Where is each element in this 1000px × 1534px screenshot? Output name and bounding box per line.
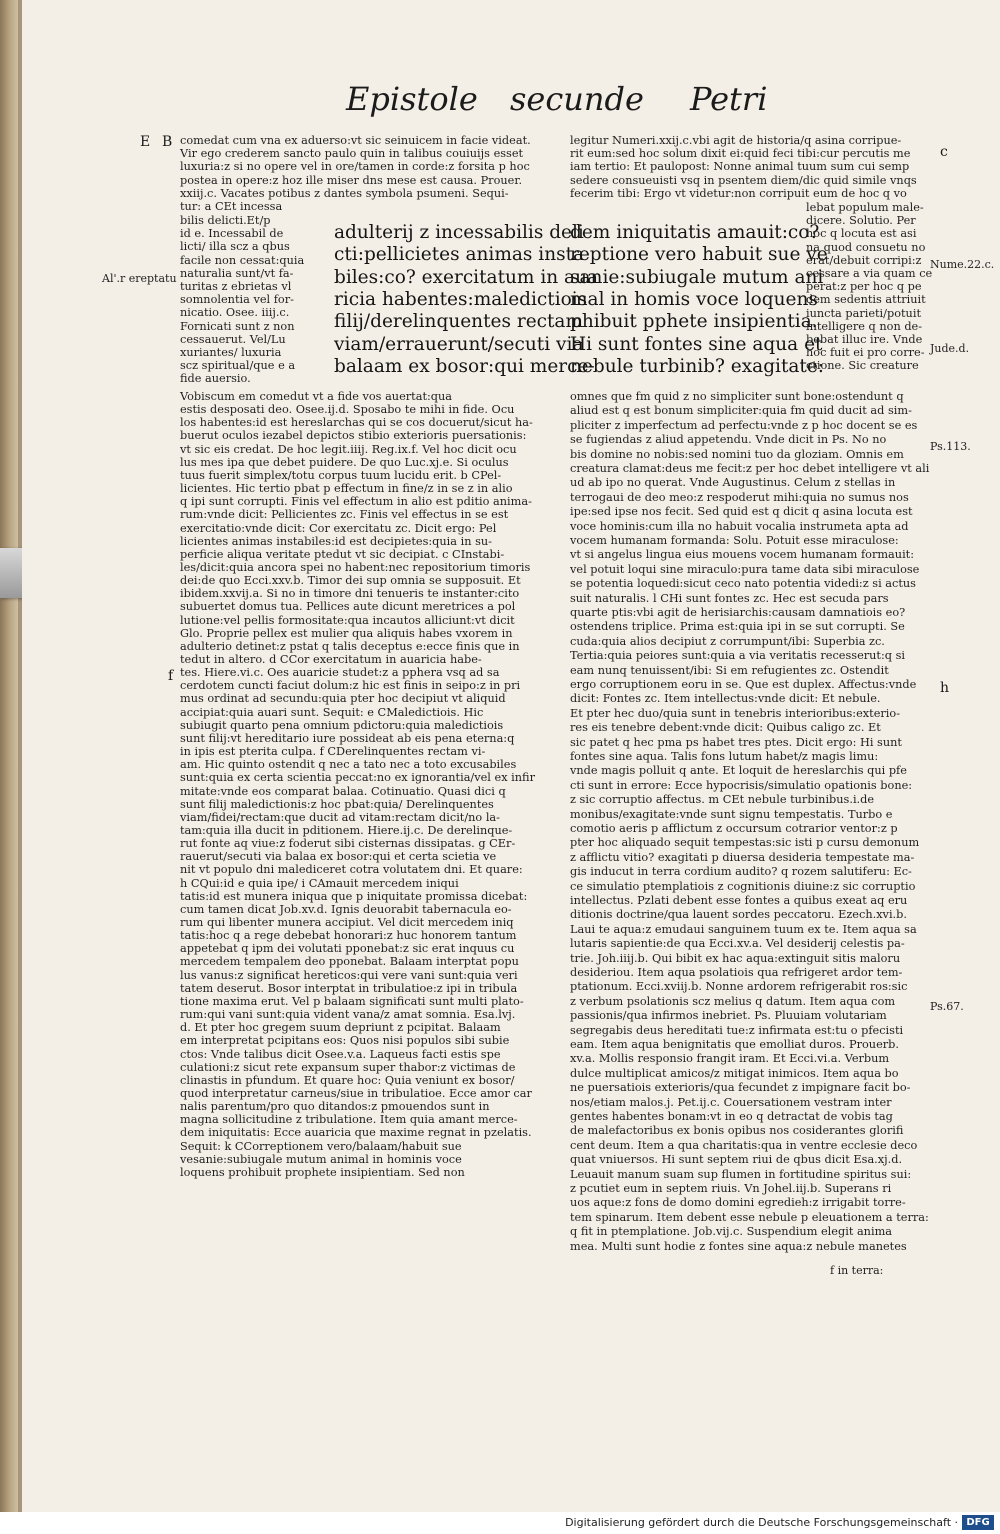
text-line: tatem deserut. Bosor interptat in tribulatioe:z ipi in tribula [180,981,518,995]
text-line: appetebat q ipm dei volutati pponebat:z sic erat inquus cu [180,942,515,956]
text-line: dei:de quo Ecci.xxv.b. Timor dei sup omnia se supposuit. Et [180,574,521,588]
gloss-line: na quod consuetu no [806,240,926,254]
gloss-line: somnolentia vel for- [180,293,294,307]
main-text-line: sanie:subiugale mutum ani [570,266,824,288]
text-line: cerdotem cuncti faciut dolum:z hic est finis in seipo:z in pri [180,679,521,693]
main-text-line: balaam ex bosor:qui merce- [334,355,595,377]
text-line: tatis:hoc q a rege debebat honorari:z huc honorem tantum [180,929,517,943]
text-line: terrogaui de deo meo:z respoderut mihi:quia no sumus nos [570,490,909,504]
text-line: Sequit: k CCorreptionem vero/balaam/habuit sue [180,1139,462,1153]
gloss-line: dem sedentis attriuit [806,293,926,307]
gloss-line: hoc fuit ei pro corre- [806,346,925,360]
main-text-line: viam/errauerunt/secuti via [334,333,584,355]
side-note-right-4: Ps.67. [930,1000,964,1013]
text-line: quat vniuersos. Hi sunt septem riui de qbus dicit Esa.xj.d. [570,1153,903,1167]
text-line: Leuauit manum suam sup flumen in fortitudine spiritus sui: [570,1167,912,1181]
text-line: Laui te aqua:z emudaui sanguinem tuum ex te. Item aqua sa [570,922,917,936]
text-line: mea. Multi sunt hodie z fontes sine aqua:z nebule manetes [570,1239,907,1253]
gloss-line: intelligere q non de- [806,319,923,333]
text-line: monibus/exagitate:vnde sunt signu tempestatis. Turbo e [570,807,893,821]
text-line: se fugiendas z aliud appetendu. Vnde dicit in Ps. No no [570,433,887,447]
header-word-3: Petri [690,80,768,118]
text-line: ibidem.xxvij.a. Si no in timore dni tenueris te instanter:cito [180,587,520,601]
gloss-line: Fornicati sunt z non [180,319,295,333]
gloss-line: fide auersio. [180,372,251,386]
text-line: vt sic eis credat. De hoc legit.iiij. Reg.ix.f. Vel hoc dicit ocu [180,442,517,456]
text-line: vnde magis polluit q ante. Et loquit de hereslarchis qui pfe [570,764,907,778]
funding-credit: Digitalisierung gefördert durch die Deutsche Forschungsgemeinschaft · [565,1516,958,1529]
text-line: vel potuit loqui sine miraculo:pura tame data sibi miraculose [570,562,920,576]
text-line: rit eum:sed hoc solum dixit ei:quid feci tibi:cur percutis me [570,147,911,161]
text-line: adulterio detinet:z pstat q talis deceptus e:ecce finis que in [180,639,520,653]
text-line: creatura clamat:deus me fecit:z per hoc debet intelligere vt ali [570,462,930,475]
text-line: cum tamen dicat Job.xv.d. Ignis deuorabit tabernacula eo- [180,902,512,916]
gloss-line: iuncta parieti/potuit [806,306,921,320]
text-line: z sic corruptio affectus. m CEt nebule turbinibus.i.de [570,793,875,807]
catchword: f in terra: [830,1264,884,1277]
text-line: tam:quia illa ducit in pditionem. Hiere.ij.c. De derelinque- [180,823,513,837]
text-line: z verbum psolationis scz melius q datum. Item aqua com [570,994,896,1008]
main-text-line: Hi sunt fontes sine aqua et [570,333,823,355]
text-line: gentes habentes bonam:vt in eo q detractat de vobis tag [570,1110,893,1123]
main-text-line: filij/derelinquentes rectam [334,311,584,333]
gloss-line: xuriantes/ luxuria [180,346,282,359]
text-line: tuus fuerit simplex/totu corpus tuum lucidu erit. b CPel- [180,468,502,482]
text-line: buerut oculos iezabel depictos stibio exterioris puersationis: [180,429,527,443]
main-text-line: dem iniquitatis amauit:co? [570,222,820,243]
gloss-line: bebat illuc ire. Vnde [806,333,923,346]
text-line: Vobiscum em comedut vt a fide vos auertat:qua [180,390,453,403]
text-line: subuertet domus tua. Pellices aute dicunt meretrices a pol [180,600,516,614]
text-line: viam/fidei/rectam:que ducit ad vitam:rectam dicit/no la- [180,810,500,824]
gloss-line: dicere. Solutio. Per [806,214,916,228]
text-line: z afflictu vitio? exagitati p diuersa desideria tempestate ma- [570,850,915,864]
text-line: culationi:z sicut rete expansum super thabor:z victimas de [180,1060,516,1074]
text-line: ergo corruptionem eoru in se. Que est duplex. Affectus:vnde [570,678,917,691]
text-line: intellectus. Pzlati debent esse fontes a quibus exeat aq eru [570,894,908,907]
text-line: tione maxima erut. Vel p balaam significati sunt multi plato- [180,994,524,1008]
text-line: accipiat:quia auari sunt. Sequit: e CMaledictiois. Hic [180,705,484,719]
text-line: nos/etiam malos.j. Pet.ij.c. Couersationem vestram inter [570,1095,892,1109]
gloss-line: cessauerut. Vel/Lu [180,332,286,346]
text-line: desideriou. Item aqua psolatiois qua refrigeret ardor tem- [570,966,903,979]
text-line: nit vt populo dni malediceret cotra volutatem dni. Et quare: [180,863,523,877]
text-line: rum qui libenter munera accipiut. Vel dicit mercedem iniq [180,916,514,929]
text-line: cti sunt in errore: Ecce hypocrisis/simulatio opationis bone: [570,778,913,792]
text-line: cuda:quia alios decipiut z corrumpunt/ibi: Superbia zc. [570,634,885,648]
text-line: ud ab ipo no querat. Vnde Augustinus. Celum z stellas in [570,476,896,490]
text-line: tes. Hiere.vi.c. Oes auaricie studet:z a pphera vsq ad sa [180,666,500,680]
main-text-line: mal in homis voce loquens [570,288,818,310]
text-line: pliciter z imperfectum ad perfectu:vnde z p hoc docent se es [570,418,918,432]
text-line: quarte ptis:vbi agit de herisiarchis:causam damnatiois eo? [570,606,906,619]
text-line: exercitatio:vnde dicit: Cor exercitatu zc. Dicit ergo: Pel [180,521,497,535]
text-line: rauerut/secuti via balaa ex bosor:qui et certa scietia ve [180,850,497,864]
text-line: quod interpretatur carneus/siue in tribulatioe. Ecce amor car [180,1086,532,1100]
text-line: pter hoc aliquado sequit tempestas:sic isti p cursu demonum [570,836,920,850]
text-line: gis inducut in terra cordium audito? q rozem salutiferu: Ec- [570,865,912,879]
side-note-right-3: Ps.113. [930,440,971,453]
header-word-1: Epistole [346,80,478,118]
text-line: dulce multiplicat amicos/z mitigat inimicos. Item aqua bo [570,1066,899,1080]
text-line: fecerim tibi: Ergo vt videtur:non corripuit eum de hoc q vo [570,186,907,200]
text-line: luxuria:z si no opere vel in ore/tamen in corde:z forsita p hoc [180,160,530,174]
main-text-line: cti:pellicietes animas insta [334,244,585,266]
text-line: estis desposati deo. Osee.ij.d. Sposabo te mihi in fide. Ocu [180,403,515,417]
book-page [22,0,1000,1534]
text-line: licientes animas instabiles:id est decipietes:quia in su- [180,534,492,548]
gloss-line: lebat populum male- [806,201,924,214]
gloss-line: ctione. Sic creature [806,359,919,373]
text-line: rum:vnde dicit: Pellicientes zc. Finis vel effectus in se est [180,508,509,522]
margin-letter-c: c [940,144,948,160]
gloss-line: bilis delicti.Et/p [180,214,271,227]
text-line: iam tertio: Et paulopost: Nonne animal tuum sum cui semp [570,160,910,174]
text-line: dem iniquitatis: Ecce auaricia que maxime regnat in pzelatis. [180,1126,532,1140]
main-text-line: adulterij z incessabilis deli [334,222,584,243]
text-line: bis domine no nobis:sed nomini tuo da gloziam. Omnis em [570,447,904,461]
running-header [22,80,1000,130]
text-line: mercedem tempalem deo pponebat. Balaam interptat popu [180,955,519,969]
gloss-line: erat/debuit corripi:z [806,253,922,267]
text-line: fontes sine aqua. Talis fons lutum habet/z magis limu: [570,750,879,763]
gloss-line: id e. Incessabil de [180,227,284,241]
gloss-line: perat:z per hoc q pe [806,280,922,294]
text-line: legitur Numeri.xxij.c.vbi agit de historia/q asina corripue- [570,134,902,147]
text-line: tedut in altero. d CCor exercitatum in auaricia habe- [180,653,482,666]
text-line: passionis/qua infirmos inebriet. Ps. Pluuiam volutariam [570,1009,887,1023]
text-line: mus ordinat ad secundu:quia pter hoc decipiut vt aliquid [180,692,506,706]
gloss-line: facile non cessat:quia [180,253,305,267]
text-line: sunt filij maledictionis:z hoc pbat:quia/ Derelinquentes [180,797,494,811]
text-line: res eis tenebre debent:vnde dicit: Quibus caligo zc. Et [570,721,881,735]
text-line: h CQui:id e quia ipe/ i CAmauit mercedem iniqui [180,876,459,890]
text-line: Tertia:quia peiores sunt:quia a via veritatis recesserut:q si [570,649,906,663]
text-line: suit naturalis. l CHi sunt fontes zc. Hec est secuda pars [570,591,889,605]
text-line: lutione:vel pellis formositate:qua incautos alliciunt:vt dicit [180,613,515,627]
text-line: tatis:id est munera iniqua que p iniquitate promissa dicebat: [180,889,528,903]
text-line: tur: a CEt incessa [180,200,283,213]
text-line: em interpretat pcipitans eos: Quos nisi populos sibi subie [180,1034,510,1048]
text-line: tem spinarum. Item debent esse nebule p eleuationem a terra: [570,1210,929,1224]
text-line: ctos: Vnde talibus dicit Osee.v.a. Laqueus facti estis spe [180,1047,501,1061]
text-line: dicit: Fontes zc. Item intellectus:vnde dicit: Et nebule. [570,692,881,706]
text-line: uos aque:z fons de domo domini egredieh:z irrigabit torre- [570,1196,906,1210]
text-line: ne puersatiois exterioris/qua fecundet z impignare facit bo- [570,1081,911,1095]
text-line: mitate:vnde eos comparat balaa. Cotinuatio. Quasi dici q [180,784,506,798]
text-line: nalis parentum/pro quo ditandos:z pmouendos sunt in [180,1100,490,1114]
text-line: lus mes ipa que debet puidere. De quo Luc.xj.e. Si oculus [180,455,509,469]
margin-letter-h: h [940,680,950,696]
text-line: Glo. Proprie pellex est mulier qua aliquis habes vxorem in [180,626,513,640]
text-line: z pcutiet eum in septem riuis. Vn Johel.iij.b. Superans ri [570,1182,892,1195]
text-line: d. Et pter hoc gregem suum depriunt z pcipitat. Balaam [180,1021,501,1035]
text-line: am. Hic quinto ostendit q nec a tato nec a toto excusabiles [180,758,517,772]
text-line: los habentes:id est hereslarchas qui se cos docuerut/sicut ha- [180,416,533,430]
main-text-line: reptione vero habuit sue ve [570,244,828,266]
text-line: rut fonte aq viue:z foderut sibi cisternas dissipatas. g CEr- [180,837,516,851]
header-word-2: secunde [510,80,644,118]
margin-letter-B: B [162,134,173,150]
text-line: voce hominis:cum illa no habuit vocalia instrumeta apta ad [570,519,909,533]
text-line: licientes. Hic tertio pbat p effectum in fine/z in se z in alio [180,482,513,496]
text-line: q fit in ptemplatione. Job.vij.c. Suspendium elegit anima [570,1225,893,1239]
gloss-line: cessare a via quam ce [806,267,933,280]
text-line: comotio aeris p afflictum z occursum cotrarior ventor:z p [570,822,898,835]
text-line: aliud est q est bonum simpliciter:quia fm quid ducit ad sim- [570,404,912,418]
text-line: sunt filij:vt hereditario iure possideat ab eis pena eterna:q [180,731,515,745]
text-line: ptationum. Ecci.xviij.b. Nonne ardorem refrigerabit ros:sic [570,980,908,994]
text-line: perficie aliqua veritate ptedut vt sic decipiat. c CInstabi- [180,547,505,561]
text-line: sedere consueuisti vsq in psentem diem/dic quid simile vnqs [570,173,917,187]
text-line: vesanie:subiugale mutum animal in hominis voce [180,1152,462,1166]
text-line: sunt:quia ex certa scientia peccat:no ex ignorantia/vel ex infir [180,771,535,785]
main-text-line: biles:co? exercitatum in aua [334,266,599,288]
text-line: ditionis doctrine/qua lauent sordes peccatoru. Ezech.xvi.b. [570,908,907,922]
digitization-footer [0,1512,1000,1534]
text-line: ce simulatio ptemplatiois z cognitionis diuine:z sic corruptio [570,879,916,893]
gloss-line: hoc q locuta est asi [806,227,917,241]
book-spine [0,0,22,1534]
text-line: lus vanus:z significat hereticos:qui vere vani sunt:quia veri [180,968,518,982]
text-line: xv.a. Mollis responsio frangit iram. Et Ecci.vi.a. Verbum [570,1052,890,1066]
text-line: comedat cum vna ex aduerso:vt sic seinuicem in facie videat. [180,134,531,147]
gloss-line: turitas z ebrietas vl [180,280,292,293]
text-line: de malefactoribus ex bonis opibus nos cosiderantes glorifi [570,1124,904,1138]
gloss-line: nicatio. Osee. iiij.c. [180,306,290,320]
text-line: in ipis est pterita culpa. f CDerelinquentes rectam vi- [180,745,486,759]
text-line: magna sollicitudine z tribulatione. Item quia amant merce- [180,1113,518,1127]
margin-letter-E: E [140,134,151,150]
gloss-line: scz spiritual/que e a [180,359,296,373]
main-text-line: nebule turbinib? exagitate: [570,355,825,377]
text-line: omnes que fm quid z no simpliciter sunt bone:ostendunt q [570,390,904,403]
text-line: loquens prohibuit prophete insipientiam. Sed non [180,1165,465,1179]
margin-letter-f: f [168,668,174,684]
text-line: se potentia loquedi:sicut ceco nato potentia videdi:z si actus [570,577,916,591]
text-line: vocem humanam formanda: Solu. Potuit esse miraculose: [570,534,899,547]
text-line: Vir ego crederem sancto paulo quin in talibus couiuijs esset [180,147,524,161]
main-text-line: phibuit pphete insipientia. [570,311,818,333]
main-text-line: ricia habentes:maledictiois [334,288,588,310]
gloss-line: naturalia sunt/vt fa- [180,266,294,280]
text-line: cent deum. Item a qua charitatis:qua in ventre ecclesie deco [570,1138,918,1152]
text-line: vt si angelus lingua eius mouens vocem humanam formauit: [570,548,915,562]
text-line: subiugit quarto pena omnium pdictoru:quia maledictiois [180,718,504,732]
text-line: ostendens triplice. Prima est:quia ipi in se sut corrupti. Se [570,620,905,634]
text-line: q ipi sunt corrupti. Finis vel effectum in alio est pditio anima- [180,495,532,509]
side-note-left: Al'.r ereptatu [102,272,177,285]
text-line: eam nunq tenuissent/ibi: Si em refugientes zc. Ostendit [570,663,889,677]
side-note-right-2: Jude.d. [930,342,970,355]
gloss-line: licti/ illa scz a qbus [180,240,290,254]
text-line: eam. Item aqua benignitatis que emolliat duros. Prouerb. [570,1038,899,1051]
dfg-logo: DFG [962,1515,994,1530]
text-line: sic patet q hec pma ps habet tres ptes. Dicit ergo: Hi sunt [570,735,902,749]
text-line: lutaris sapientie:de qua Ecci.xv.a. Vel desiderij celestis pa- [570,937,905,951]
text-line: les/dicit:quia ancora spei no habent:nec repositorium timoris [180,560,531,574]
text-line: xxiij.c. Vacates potibus z dantes symbola psumeni. Sequi- [180,186,509,200]
text-line: ipe:sed ipse nos fecit. Sed quid est q dicit q asina locuta est [570,505,913,519]
text-line: postea in opere:z hoz ille miser dns mese est causa. Prouer. [180,173,523,187]
text-line: clinastis in pfundum. Et quare hoc: Quia veniunt ex bosor/ [180,1073,515,1087]
text-line: Et pter hec duo/quia sunt in tenebris interioribus:exterio- [570,706,901,720]
text-line: segregabis deus hereditati tue:z infirmata est:tu o pfecisti [570,1023,904,1037]
side-note-right-1: Nume.22.c. [930,258,995,271]
text-line: trie. Joh.iiij.b. Qui bibit ex hac aqua:extinguit sitis maloru [570,951,901,965]
text-line: rum:qui vani sunt:quia vident vana/z amat somnia. Esa.lvj. [180,1008,516,1022]
